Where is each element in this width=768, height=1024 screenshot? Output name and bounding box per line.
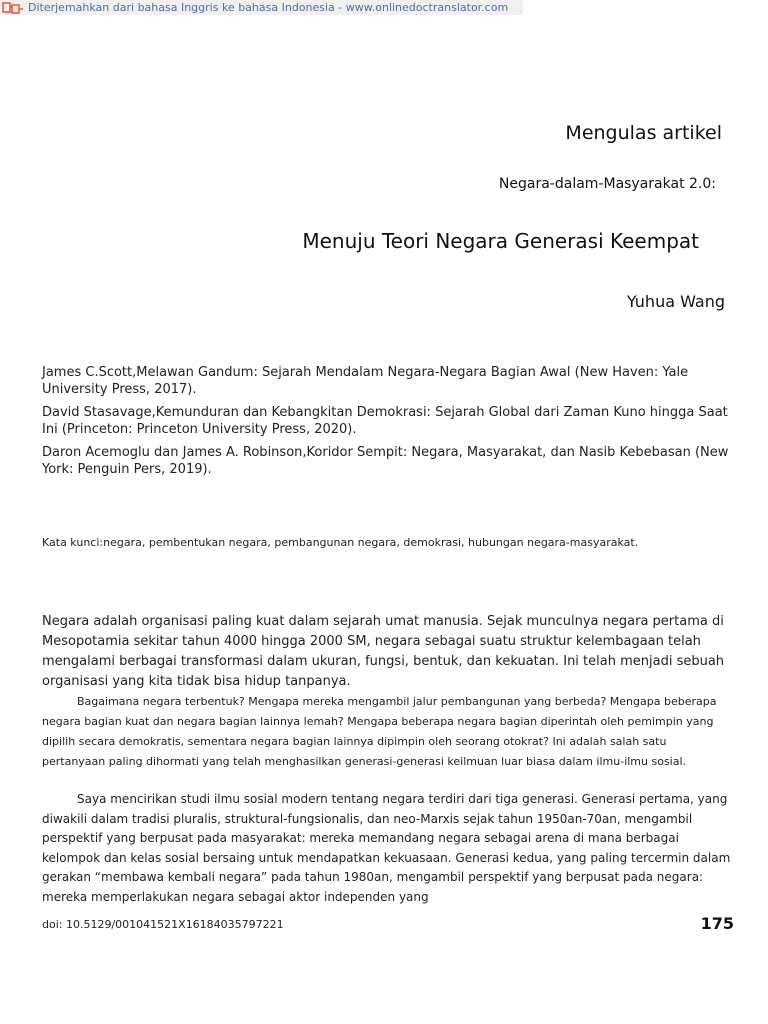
page-number: 175 [700, 914, 734, 933]
article-title: Menuju Teori Negara Generasi Keempat [302, 229, 699, 253]
keywords-line: Kata kunci:negara, pembentukan negara, pembangunan negara, demokrasi, hubungan negara-masyarakat. [42, 536, 639, 549]
body-paragraph: Negara adalah organisasi paling kuat dalam sejarah umat manusia. Sejak munculnya negara pertama di Mesopotamia sekitar tahun 4000 hingga 2000 SM, negara sebagai suatu struktur kelembagaan telah mengalami berbagai transformasi dalam ukuran, fungsi, bentuk, dan kekuatan. Ini telah menjadi sebuah organisasi yang kita tidak bisa hidup tanpanya. [42, 614, 725, 689]
translator-link[interactable]: Diterjemahkan dari bahasa Inggris ke bahasa Indonesia - www.onlinedoctranslator.com [28, 1, 509, 14]
body-paragraph: Bagaimana negara terbentuk? Mengapa mereka mengambil jalur pembangunan yang berbeda? Mengapa beberapa negara bagian kuat dan negara bagian lainnya lemah? Mengapa beberapa negara bagian diperintah oleh pemimpin yang dipilih secara demokratis, sementara negara bagian lainnya dipimpin oleh seorang otokrat? Ini adalah salah satu pertanyaan paling dihormati yang telah menghasilkan generasi-generasi keilmuan luar biasa dalam ilmu-ilmu sosial. [42, 695, 717, 768]
reference-item: Daron Acemoglu dan James A. Robinson,Koridor Sempit: Negara, Masyarakat, dan Nasib Kebebasan (New York: Penguin Pers, 2019). [42, 445, 729, 477]
translator-logo-icon [2, 1, 26, 14]
body-paragraph: Saya mencirikan studi ilmu sosial modern tentang negara terdiri dari tiga generasi. Generasi pertama, yang diwakili dalam tradisi pluralis, struktural-fungsionalis, dan neo-Marxis sejak tahun 1950an-70an, mengambil perspektif yang berpusat pada masyarakat: mereka memandang negara sebagai arena di mana berbagai kelompok dan kelas sosial bersaing untuk mendapatkan kekuasaan. Generasi kedua, yang paling tercermin dalam gerakan “membawa kembali negara” pada tahun 1980an, mengambil perspektif yang berpusat pada negara: mereka memperlakukan negara sebagai aktor independen yang [42, 792, 731, 904]
reviewed-works-list [42, 364, 732, 484]
author-name: Yuhua Wang [626, 292, 725, 311]
doi-text: doi: 10.5129/001041521X16184035797221 [42, 918, 284, 931]
reference-item: David Stasavage,Kemunduran dan Kebangkitan Demokrasi: Sejarah Global dari Zaman Kuno hingga Saat Ini (Princeton: Princeton University Press, 2020). [42, 405, 728, 437]
reference-item: James C.Scott,Melawan Gandum: Sejarah Mendalam Negara-Negara Bagian Awal (New Haven: Yale University Press, 2017). [42, 365, 689, 397]
review-label: Mengulas artikel [565, 122, 722, 144]
article-subtitle: Negara-dalam-Masyarakat 2.0: [498, 176, 716, 192]
translation-banner [0, 0, 523, 15]
